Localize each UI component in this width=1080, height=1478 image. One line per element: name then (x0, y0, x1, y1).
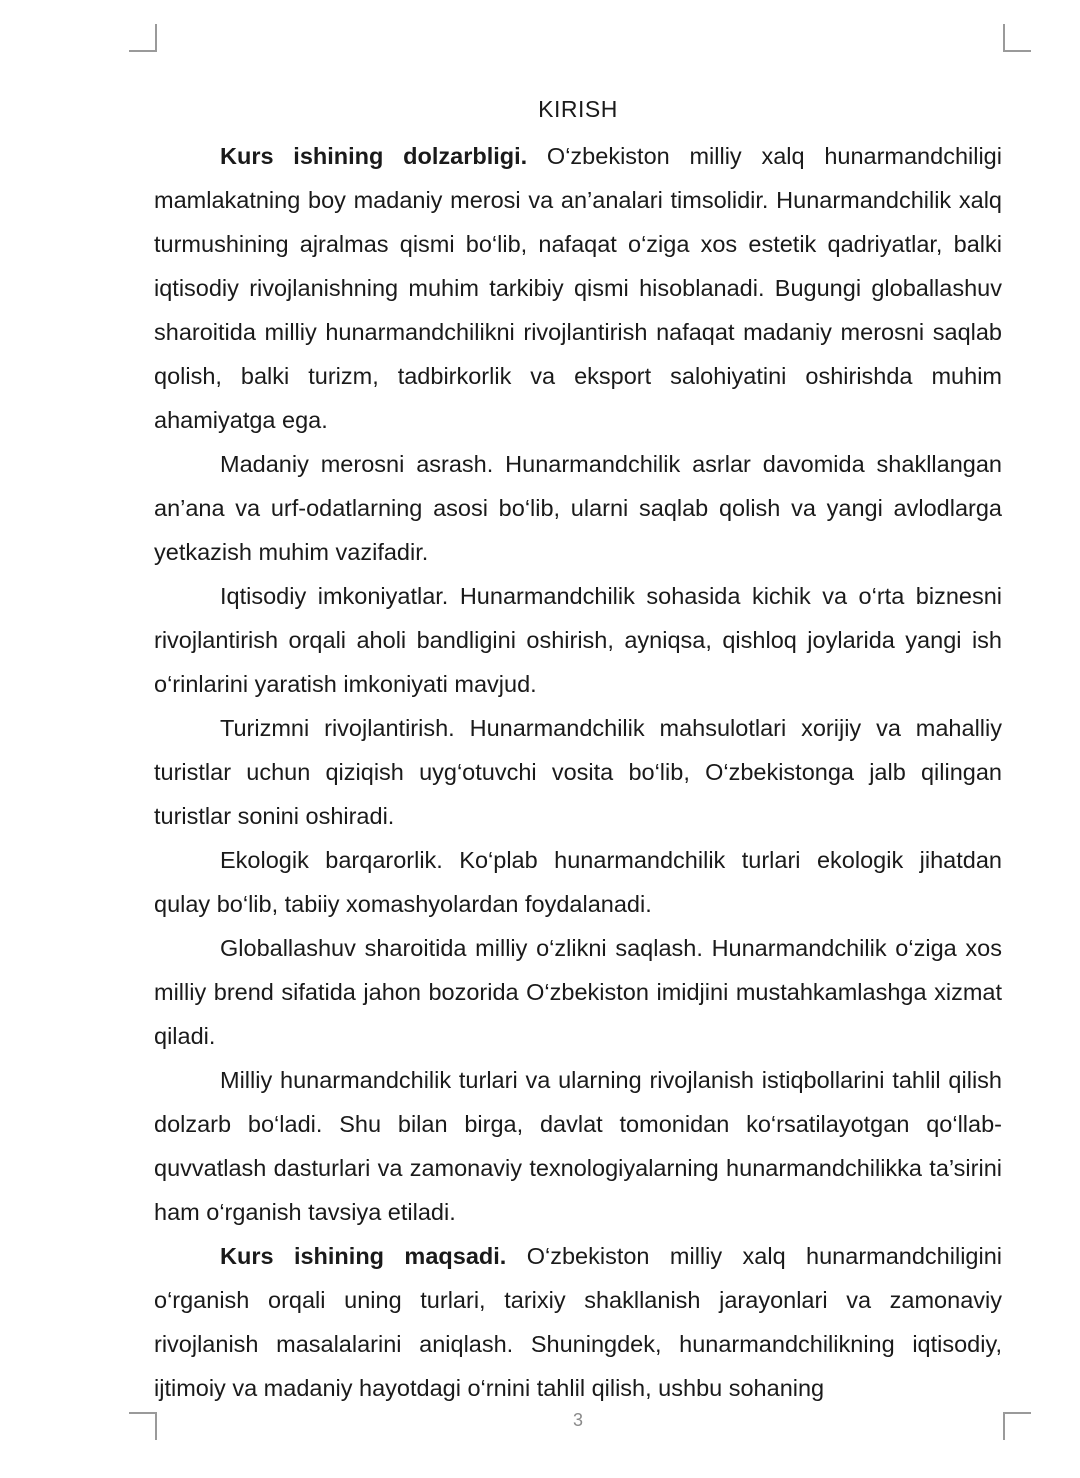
paragraph-relevance (154, 134, 1002, 442)
paragraph-cultural-heritage (154, 442, 1002, 574)
paragraph-analysis (154, 1058, 1002, 1234)
paragraph-globalization (154, 926, 1002, 1058)
paragraph-text: O‘zbekiston milliy xalq hunarmandchiligi mamlakatning boy madaniy merosi va an’analari timsolidir. Hunarmandchilik xalq turmushining ajralmas qismi bo‘lib, nafaqat o‘ziga xos estetik qadriyatlar, balki iqtisodiy rivojlanishning muhim tarkibiy qismi hisoblanadi. Bugungi globallashuv sharoitida milliy hunarmandchilikni rivojlantirish nafaqat madaniy merosni saqlab qolish, balki turizm, tadbirkorlik va eksport salohiyatini oshirishda muhim ahamiyatga ega. (154, 143, 1002, 433)
top-right-crop-mark (1003, 24, 1031, 52)
paragraph-text: Madaniy merosni asrash. Hunarmandchilik asrlar davomida shakllangan an’ana va urf-odatlarning asosi bo‘lib, ularni saqlab qolish va yangi avlodlarga yetkazish muhim vazifadir. (154, 451, 1002, 565)
paragraph-text: O‘zbekiston milliy xalq hunarmandchiligini o‘rganish orqali uning turlari, tarixiy shakllanish jarayonlari va zamonaviy rivojlanish masalalarini aniqlash. Shuningdek, hunarmandchilikning iqtisodiy, ijtimoiy va madaniy hayotdagi o‘rnini tahlil qilish, ushbu sohaning (154, 1243, 1002, 1401)
paragraph-text: Globallashuv sharoitida milliy o‘zlikni saqlash. Hunarmandchilik o‘ziga xos milliy brend sifatida jahon bozorida O‘zbekiston imidjini mustahkamlashga xizmat qiladi. (154, 935, 1002, 1049)
paragraph-text: Iqtisodiy imkoniyatlar. Hunarmandchilik sohasida kichik va o‘rta biznesni rivojlantirish orqali aholi bandligini oshirish, ayniqsa, qishloq joylarida yangi ish o‘rinlarini yaratish imkoniyati mavjud. (154, 583, 1002, 697)
paragraph-text: Ekologik barqarorlik. Ko‘plab hunarmandchilik turlari ekologik jihatdan qulay bo‘lib, tabiiy xomashyolardan foydalanadi. (154, 847, 1002, 917)
paragraph-tourism (154, 706, 1002, 838)
top-left-crop-mark (129, 24, 157, 52)
paragraph-lead: Kurs ishining dolzarbligi. (220, 143, 528, 169)
page-title: KIRISH (538, 96, 618, 122)
paragraph-economic-opportunities (154, 574, 1002, 706)
paragraph-lead: Kurs ishining maqsadi. (220, 1243, 507, 1269)
paragraph-ecology (154, 838, 1002, 926)
page-number: 3 (572, 1410, 583, 1430)
paragraph-text: Milliy hunarmandchilik turlari va ularning rivojlanish istiqbollarini tahlil qilish dolzarb bo‘ladi. Shu bilan birga, davlat tomonidan ko‘rsatilayotgan qo‘llab-quvvatlash dasturlari va zamonaviy texnologiyalarning hunarmandchilikka ta’sirini ham o‘rganish tavsiya etiladi. (154, 1067, 1002, 1225)
document-body (154, 134, 1002, 1410)
paragraph-purpose (154, 1234, 1002, 1410)
paragraph-text: Turizmni rivojlantirish. Hunarmandchilik mahsulotlari xorijiy va mahalliy turistlar uchun qiziqish uyg‘otuvchi vosita bo‘lib, O‘zbekistonga jalb qilingan turistlar sonini oshiradi. (154, 715, 1002, 829)
